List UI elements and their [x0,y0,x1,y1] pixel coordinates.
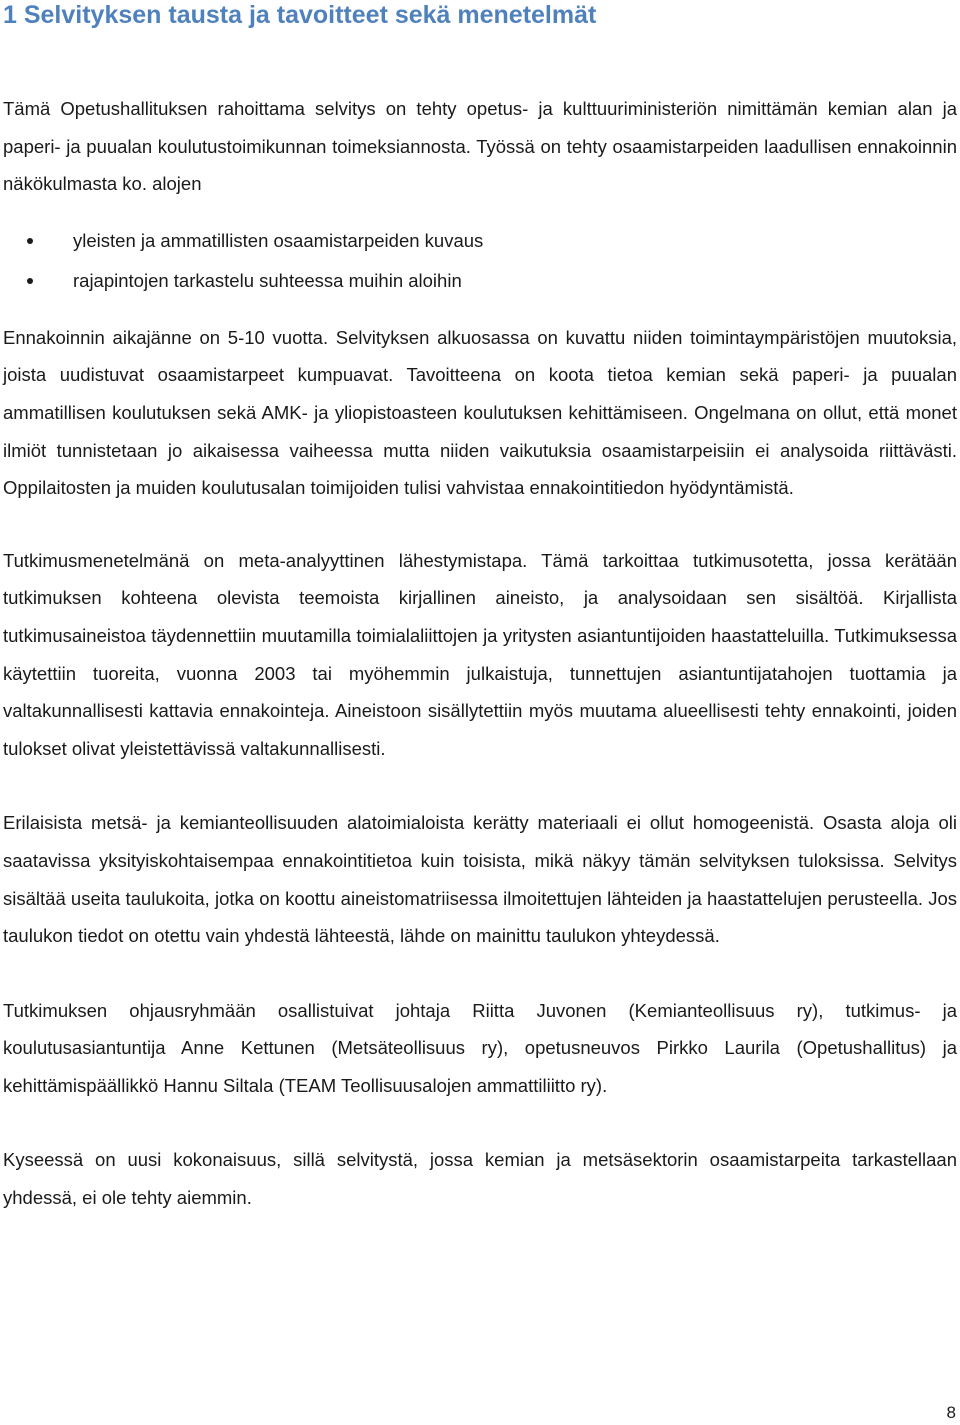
bullet-text: yleisten ja ammatillisten osaamistarpeiden kuvaus [73,229,484,251]
bullet-dot-icon [27,238,33,244]
paragraph-ohjausryhma: Tutkimuksen ohjausryhmään osallistuivat johtaja Riitta Juvonen (Kemianteollisuus ry), tutkimus- ja koulutusasiantuntija Anne Kettunen (Metsäteollisuus ry), opetusneuvos Pirkko Laurila (Opetushallitus) ja kehittämispäällikkö Hannu Siltala (TEAM Teollisuusalojen ammattiliitto ry). [3,999,957,1096]
paragraph-uusi-kokonaisuus: Kyseessä on uusi kokonaisuus, sillä selvitystä, jossa kemian ja metsäsektorin osaamistarpeita tarkastellaan yhdessä, ei ole tehty aiemmin. [3,1149,957,1209]
bullet-dot-icon [27,278,33,284]
paragraph-ennakointi: Ennakoinnin aikajänne on 5-10 vuotta. Selvityksen alkuosassa on kuvattu niiden toimintaympäristöjen muutoksia, joista uudistuvat osaamistarpeet kumpuavat. Tavoitteena on koota tietoa kemian sekä paperi- ja puualan ammatillisen koulutuksen sekä AMK- ja yliopistoasteen koulutuksen kehittämiseen. Ongelmana on ollut, että monet ilmiöt tunnistetaan jo aikaisessa vaiheessa mutta niiden vaikutuksia osaamistarpeisiin ei analysoida riittävästi. Oppilaitosten ja muiden koulutusalan toimijoiden tulisi vahvistaa ennakointitiedon hyödyntämistä. [3,326,957,499]
bullet-text: rajapintojen tarkastelu suhteessa muihin aloihin [73,269,462,291]
document-page [3,0,957,1217]
paragraph-erilaisia: Erilaisista metsä- ja kemianteollisuuden alatoimialoista kerätty materiaali ei ollut homogeenistä. Osasta aloja oli saatavissa yksityiskohtaisempaa ennakointitietoa kuin toisista, mikä näkyy tämän selvityksen tuloksissa. Selvitys sisältää useita taulukoita, jotka on koottu aineistomatriisessa ilmoitettujen lähteiden ja haastattelujen perusteella. Jos taulukon tiedot on otettu vain yhdestä lähteestä, lähde on mainittu taulukon yhteydessä. [3,812,957,947]
page-number: 8 [946,1403,956,1422]
bullet-item [3,261,957,301]
paragraph-intro: Tämä Opetushallituksen rahoittama selvitys on tehty opetus- ja kulttuuriministeriön nimittämän kemian alan ja paperi- ja puualan koulutustoimikunnan toimeksiannosta. Työssä on tehty osaamistarpeiden laadullisen ennakoinnin näkökulmasta ko. alojen [3,98,957,195]
bullet-list [3,221,957,301]
section-heading: 1 Selvityksen tausta ja tavoitteet sekä menetelmät [3,1,597,29]
bullet-item [3,221,957,261]
paragraph-menetelma: Tutkimusmenetelmänä on meta-analyyttinen lähestymistapa. Tämä tarkoittaa tutkimusotetta, jossa kerätään tutkimuksen kohteena olevista teemoista kirjallinen aineisto, ja analysoidaan sen sisältöä. Kirjallista tutkimusaineistoa täydennettiin muutamilla toimialaliittojen ja yritysten asiantuntijoiden haastatteluilla. Tutkimuksessa käytettiin tuoreita, vuonna 2003 tai myöhemmin julkaistuja, tunnettujen asiantuntijatahojen tuottamia ja valtakunnallisesti kattavia ennakointeja. Aineistoon sisällytettiin myös muutama alueellisesti tehty ennakointi, joiden tulokset olivat yleistettävissä valtakunnallisesti. [3,549,957,759]
